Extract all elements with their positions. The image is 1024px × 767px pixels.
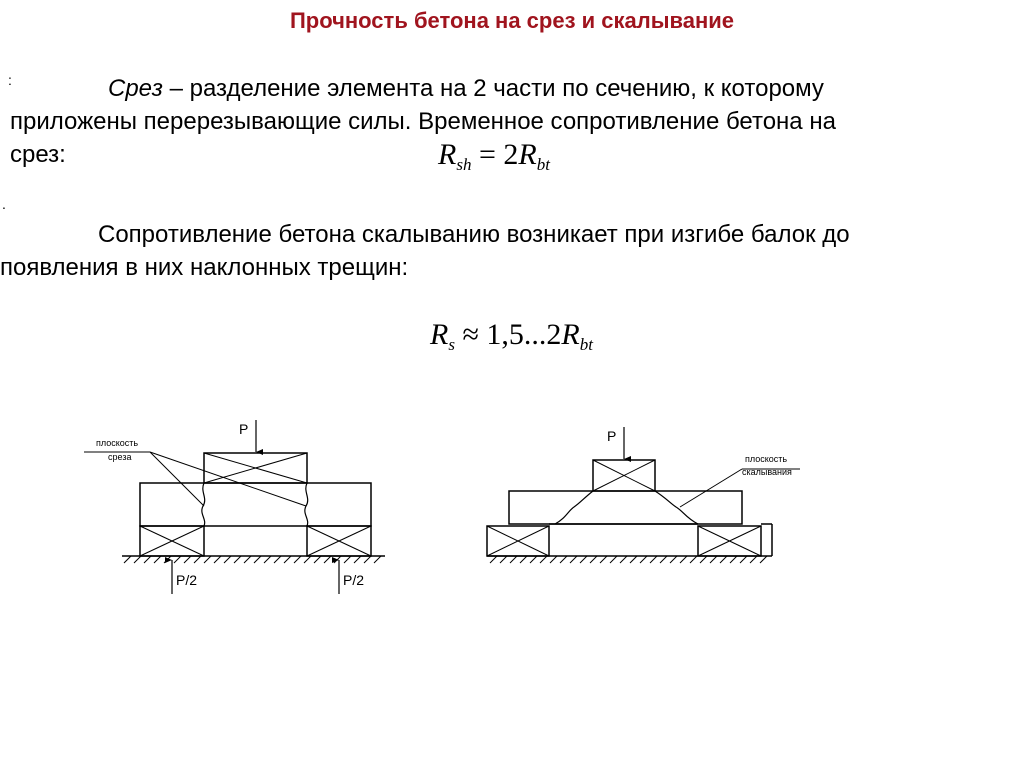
beam-right	[509, 491, 742, 524]
paragraph-chipping-line2: появления в них наклонных трещин:	[0, 254, 409, 281]
label-p-left: P	[239, 421, 249, 437]
formula1-sub-bt: bt	[536, 155, 550, 174]
formula2-sub-bt: bt	[579, 335, 593, 354]
label-shear-plane-2: среза	[108, 452, 132, 462]
shear-plane-right	[305, 483, 308, 526]
formula2-sub-s: s	[448, 335, 455, 354]
formula1-r: R	[438, 138, 457, 171]
chipping-crack-right	[655, 491, 698, 524]
term-shear: Срез	[108, 75, 163, 102]
label-p-right: P	[607, 428, 617, 444]
bullet-marker-dot: .	[2, 196, 6, 212]
label-chipping-plane-2: скалывания	[742, 467, 792, 477]
formula2-approx: ≈ 1,5...2	[454, 318, 562, 351]
page-title: Прочность бетона на срез и скалывание	[289, 8, 735, 33]
bullet-marker-colon: :	[8, 72, 12, 88]
label-shear-plane-1: плоскость	[96, 438, 139, 448]
ground-hatch-left	[124, 556, 381, 563]
formula1-sub-sh: sh	[456, 155, 472, 174]
chipping-crack-left	[555, 491, 593, 524]
formula2-r: R	[430, 318, 449, 351]
formula1-r2: R	[518, 138, 537, 171]
paragraph-shear-line3: срез:	[10, 141, 66, 168]
ground-hatch-right	[490, 556, 767, 563]
paragraph-shear-line1: – разделение элемента на 2 части по сечению, к которому	[162, 75, 824, 102]
paragraph-shear-line2: приложены перерезывающие силы. Временное сопротивление бетона на	[10, 108, 836, 135]
paragraph-chipping-line1: Сопротивление бетона скалыванию возникает при изгибе балок до	[98, 221, 850, 248]
diagram-chipping	[487, 427, 800, 563]
formula1-eq: = 2	[471, 138, 519, 171]
beam-left	[140, 483, 371, 526]
label-p2-left: P/2	[176, 572, 198, 588]
label-chipping-plane-1: плоскость	[745, 454, 788, 464]
formula2-r2: R	[561, 318, 580, 351]
label-p2-right: P/2	[343, 572, 365, 588]
